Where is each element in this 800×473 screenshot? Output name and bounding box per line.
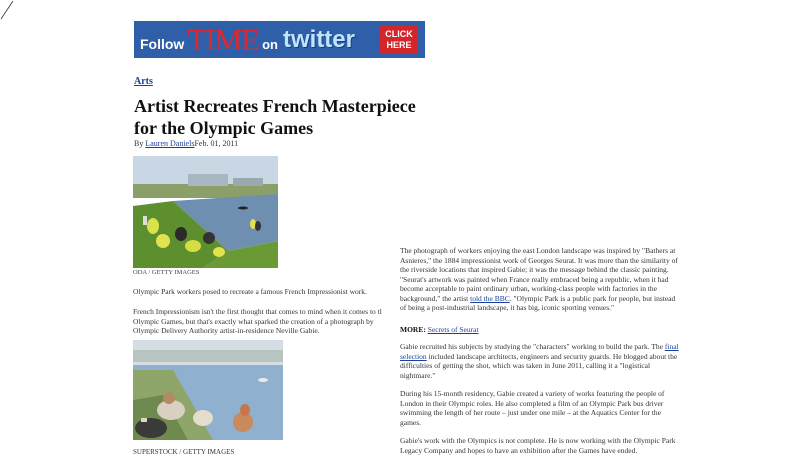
article-headline: Artist Recreates French Masterpiece for the Olympic Games bbox=[134, 96, 416, 138]
olympic-workers-photo bbox=[133, 156, 278, 268]
intro-paragraph: French Impressionism isn't the first thought that comes to mind when it comes to tl Olympic Games, but that's exactly what sparked the creation of a photograph by Olympic Delivery Authority artist-in-residence Neville Gabie. bbox=[133, 307, 382, 335]
section-link-arts[interactable]: Arts bbox=[134, 76, 153, 87]
recruitment-paragraph bbox=[400, 342, 682, 380]
told-the-bbc-link[interactable]: told the BBC bbox=[470, 293, 510, 303]
author-link[interactable]: Lauren Daniels bbox=[145, 139, 195, 148]
photo-credit-superstock: SUPERSTOCK / GETTY IMAGES bbox=[133, 448, 235, 456]
click-here-line1: CLICK bbox=[385, 28, 413, 39]
byline bbox=[134, 139, 238, 148]
banner-on-text: on bbox=[262, 36, 278, 52]
banner-time-logo: TIME bbox=[187, 22, 260, 57]
recruitment-text-2: included landscape architects, engineers and security guards. He blogged about the difficulties of getting the shot, which was taken in June 2011, calling it a "logistical nightmare." bbox=[400, 351, 678, 380]
more-related bbox=[400, 325, 479, 334]
recruitment-text-1: Gabie recruited his subjects by studying the "characters" working to build the park. The bbox=[400, 342, 665, 351]
banner-follow-text: Follow bbox=[140, 35, 185, 52]
publish-date: Feb. 01, 2011 bbox=[194, 139, 239, 148]
click-here-button[interactable] bbox=[380, 25, 418, 54]
secrets-of-seurat-link[interactable]: Secrets of Seurat bbox=[427, 325, 479, 334]
click-here-line2: HERE bbox=[386, 39, 412, 50]
seurat-inspiration-paragraph bbox=[400, 246, 682, 313]
residency-paragraph: During his 15-month residency, Gabie created a variety of works featuring the people of London in their Olympic roles. He also completed a film of an Olympic Park bus driver swimming the length of her route – just under one mile – at the Aquatics Center for the games. bbox=[400, 389, 665, 427]
seurat-paragraph-text-1: The photograph of workers enjoying the east London landscape was inspired by "Bathers at Asnieres," the 1884 impressionist work of Georges Seurat. It was more than the similarity of the riverside locations that inspired Gabie; it was the message behind the classic painting. "Seurat's artwork was painted when France really embraced being a republic, when it had become acceptable to paint ordinary urban, working-class people with factories in the background," the artist bbox=[400, 246, 678, 303]
follow-time-twitter-banner[interactable] bbox=[134, 21, 425, 58]
photo-credit-oda: ODA / GETTY IMAGES bbox=[133, 269, 200, 276]
scan-mark bbox=[0, 0, 14, 20]
final-selection-link[interactable]: final selection bbox=[400, 342, 679, 361]
legacy-paragraph: Gabie's work with the Olympics is not complete. He is now working with the Olympic Park Legacy Company and hopes to have an exhibition after the Games have ended. bbox=[400, 436, 676, 455]
seurat-bathers-painting bbox=[133, 340, 283, 440]
caption-paragraph: Olympic Park workers posed to recreate a famous French Impressionist work. bbox=[133, 287, 367, 296]
byline-prefix: By bbox=[134, 139, 146, 148]
seurat-paragraph-text-2: . "Olympic Park is a public park for people, but instead of being a post-industrial landscape, it has big, iconic sporting venues." bbox=[400, 293, 676, 312]
more-label: MORE: bbox=[400, 325, 426, 334]
banner-twitter-logo: twitter bbox=[282, 25, 355, 53]
